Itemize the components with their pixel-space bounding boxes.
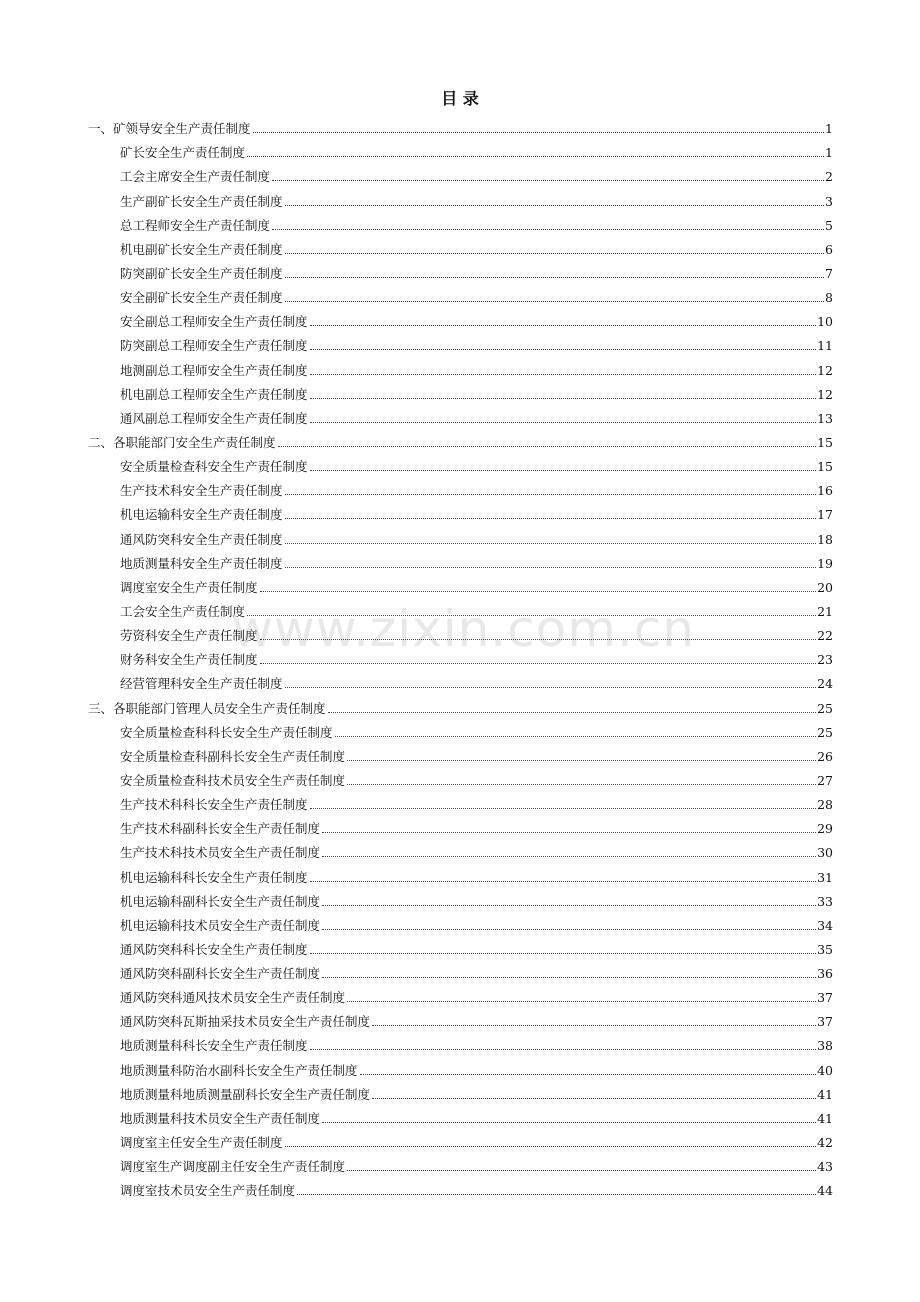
toc-entry[interactable] (88, 812, 833, 836)
toc-page-number: 21 (817, 603, 833, 619)
toc-entry[interactable] (88, 716, 833, 740)
dot-leader (253, 131, 824, 133)
toc-entry-label: 生产技术科副科长安全生产责任制度 (120, 821, 321, 837)
toc-page-number: 20 (817, 579, 833, 595)
toc-page-number: 24 (817, 676, 833, 692)
toc-entry-label: 安全质量检查科技术员安全生产责任制度 (120, 772, 346, 788)
toc-entry-label: 生产技术科科长安全生产责任制度 (120, 797, 308, 813)
toc-page-number: 42 (817, 1135, 833, 1151)
toc-entry[interactable] (88, 981, 833, 1005)
toc-entry[interactable] (88, 957, 833, 981)
toc-entry-label: 工会安全生产责任制度 (120, 603, 246, 619)
toc-entry-label: 安全副总工程师安全生产责任制度 (120, 314, 308, 330)
dot-leader (310, 1048, 817, 1050)
toc-page-number: 6 (825, 241, 833, 257)
dot-leader (285, 493, 817, 495)
toc-page-number: 40 (817, 1062, 833, 1078)
toc-entry-label: 地质测量科技术员安全生产责任制度 (120, 1110, 321, 1126)
toc-entry-label: 地质测量科防治水副科长安全生产责任制度 (120, 1062, 358, 1078)
toc-entry-label: 通风防突科通风技术员安全生产责任制度 (120, 990, 346, 1006)
toc-entry[interactable] (88, 1174, 833, 1198)
dot-leader (310, 421, 817, 423)
toc-entry[interactable] (88, 378, 833, 402)
toc-entry[interactable] (88, 329, 833, 353)
dot-leader (322, 831, 816, 833)
toc-entry-label: 调度室技术员安全生产责任制度 (120, 1183, 296, 1199)
toc-entry-label: 生产技术科技术员安全生产责任制度 (120, 845, 321, 861)
dot-leader (310, 373, 817, 375)
toc-entry[interactable] (88, 450, 833, 474)
dot-leader (285, 1145, 817, 1147)
toc-page-number: 25 (817, 724, 833, 740)
toc-entry[interactable] (88, 1053, 833, 1077)
toc-entry-label: 通风副总工程师安全生产责任制度 (120, 410, 308, 426)
toc-entry[interactable] (88, 909, 833, 933)
toc-entry-label: 通风防突科安全生产责任制度 (120, 531, 283, 547)
toc-page-number: 17 (817, 507, 833, 523)
toc-entry-label: 机电运输科科长安全生产责任制度 (120, 869, 308, 885)
dot-leader (360, 1073, 817, 1075)
toc-entry-label: 机电运输科技术员安全生产责任制度 (120, 917, 321, 933)
toc-entry[interactable] (88, 1126, 833, 1150)
dot-leader (260, 638, 817, 640)
toc-page-number: 1 (825, 121, 833, 137)
toc-entry[interactable] (88, 595, 833, 619)
toc-entry-label: 防突副矿长安全生产责任制度 (120, 265, 283, 281)
toc-page-number: 35 (817, 941, 833, 957)
toc-entry-label: 调度室安全生产责任制度 (120, 579, 258, 595)
toc-entry[interactable] (88, 136, 833, 160)
dot-leader (322, 928, 816, 930)
toc-entry-label: 通风防突科瓦斯抽采技术员安全生产责任制度 (120, 1014, 371, 1030)
toc-page-number: 33 (817, 893, 833, 909)
toc-entry[interactable] (88, 522, 833, 546)
toc-page-number: 27 (817, 772, 833, 788)
toc-entry-label: 二、各职能部门安全生产责任制度 (88, 434, 276, 450)
watermark: www.zixin.com.cn (232, 600, 696, 658)
dot-leader (322, 904, 816, 906)
toc-entry-label: 地测副总工程师安全生产责任制度 (120, 362, 308, 378)
toc-entry[interactable] (88, 281, 833, 305)
toc-entry-label: 机电副矿长安全生产责任制度 (120, 241, 283, 257)
toc-entry-label: 通风防突科科长安全生产责任制度 (120, 941, 308, 957)
toc-page-number: 1 (825, 145, 833, 161)
toc-page-number: 12 (817, 386, 833, 402)
dot-leader (247, 155, 824, 157)
toc-entry[interactable] (88, 788, 833, 812)
toc-page-number: 28 (817, 797, 833, 813)
toc-entry-label: 机电运输科副科长安全生产责任制度 (120, 893, 321, 909)
toc-entry[interactable] (88, 474, 833, 498)
toc-page-number: 10 (817, 314, 833, 330)
dot-leader (285, 204, 824, 206)
dot-leader (322, 976, 816, 978)
toc-entry[interactable] (88, 619, 833, 643)
dot-leader (322, 1121, 816, 1123)
toc-page-number: 11 (817, 338, 833, 354)
dot-leader (272, 228, 824, 230)
toc-page-number: 37 (817, 1014, 833, 1030)
dot-leader (310, 348, 817, 350)
toc-entry[interactable] (88, 1078, 833, 1102)
toc-entry[interactable] (88, 667, 833, 691)
toc-entry[interactable] (88, 184, 833, 208)
dot-leader (310, 469, 817, 471)
toc-entry-label: 地质测量科科长安全生产责任制度 (120, 1038, 308, 1054)
toc-entry-label: 一、矿领导安全生产责任制度 (88, 121, 251, 137)
toc-page-number: 19 (817, 555, 833, 571)
toc-entry[interactable] (88, 885, 833, 909)
toc-page-number: 15 (817, 434, 833, 450)
dot-leader (285, 686, 817, 688)
dot-leader (372, 1024, 816, 1026)
toc-entry[interactable] (88, 740, 833, 764)
toc-entry-label: 安全质量检查科安全生产责任制度 (120, 459, 308, 475)
toc-entry[interactable] (88, 764, 833, 788)
dot-leader (322, 855, 816, 857)
dot-leader (260, 590, 817, 592)
toc-entry[interactable] (88, 571, 833, 595)
toc-entry-label: 安全质量检查科科长安全生产责任制度 (120, 724, 333, 740)
toc-entry[interactable] (88, 498, 833, 522)
toc-page-number: 31 (817, 869, 833, 885)
toc-page-number: 26 (817, 748, 833, 764)
toc-entry-label: 经营管理科安全生产责任制度 (120, 676, 283, 692)
toc-entry[interactable] (88, 353, 833, 377)
dot-leader (310, 952, 817, 954)
toc-entry[interactable] (88, 233, 833, 257)
toc-page-number: 29 (817, 821, 833, 837)
toc-section-heading[interactable] (88, 426, 833, 450)
toc-page-number: 44 (817, 1183, 833, 1199)
toc-entry-label: 地质测量科地质测量副科长安全生产责任制度 (120, 1086, 371, 1102)
dot-leader (285, 300, 824, 302)
toc-entry-label: 安全副矿长安全生产责任制度 (120, 290, 283, 306)
dot-leader (285, 542, 817, 544)
toc-page-number: 22 (817, 628, 833, 644)
dot-leader (328, 711, 817, 713)
toc-entry[interactable] (88, 1005, 833, 1029)
dot-leader (347, 783, 816, 785)
page-title: 目 录 (441, 89, 479, 108)
toc-page-number: 23 (817, 652, 833, 668)
toc-page-number: 41 (817, 1110, 833, 1126)
toc-entry[interactable] (88, 836, 833, 860)
dot-leader (347, 1169, 816, 1171)
toc-entry-label: 机电运输科安全生产责任制度 (120, 507, 283, 523)
toc-page-number: 8 (825, 290, 833, 306)
toc-entry[interactable] (88, 1150, 833, 1174)
toc-entry-label: 机电副总工程师安全生产责任制度 (120, 386, 308, 402)
dot-leader (285, 517, 817, 519)
toc-entry-label: 生产技术科安全生产责任制度 (120, 483, 283, 499)
toc-page-number: 43 (817, 1159, 833, 1175)
toc-page-number: 37 (817, 990, 833, 1006)
toc-entry[interactable] (88, 933, 833, 957)
toc-entry-label: 调度室主任安全生产责任制度 (120, 1135, 283, 1151)
toc-entry-label: 工会主席安全生产责任制度 (120, 169, 271, 185)
toc-entry-label: 安全质量检查科副科长安全生产责任制度 (120, 748, 346, 764)
toc-entry-label: 地质测量科安全生产责任制度 (120, 555, 283, 571)
dot-leader (285, 276, 824, 278)
toc-page-number: 7 (825, 265, 833, 281)
dot-leader (310, 324, 817, 326)
toc-page-number: 30 (817, 845, 833, 861)
toc-page-number: 15 (817, 459, 833, 475)
toc-entry[interactable] (88, 209, 833, 233)
dot-leader (260, 662, 817, 664)
toc-page-number: 13 (817, 410, 833, 426)
toc-entry-label: 三、各职能部门管理人员安全生产责任制度 (88, 700, 326, 716)
dot-leader (272, 179, 824, 181)
toc-page-number: 3 (825, 193, 833, 209)
dot-leader (285, 252, 824, 254)
dot-leader (310, 397, 817, 399)
dot-leader (310, 807, 817, 809)
dot-leader (247, 614, 816, 616)
toc-entry[interactable] (88, 257, 833, 281)
toc-entry[interactable] (88, 160, 833, 184)
toc-section-heading[interactable] (88, 691, 833, 715)
toc-entry[interactable] (88, 402, 833, 426)
dot-leader (372, 1097, 816, 1099)
toc-entry[interactable] (88, 860, 833, 884)
dot-leader (285, 566, 817, 568)
toc-entry[interactable] (88, 1102, 833, 1126)
toc-page-number: 41 (817, 1086, 833, 1102)
toc-page-number: 18 (817, 531, 833, 547)
dot-leader (278, 445, 817, 447)
toc-page-number: 16 (817, 483, 833, 499)
toc-page-number: 34 (817, 917, 833, 933)
dot-leader (310, 880, 817, 882)
toc-page-number: 5 (825, 217, 833, 233)
dot-leader (297, 1193, 816, 1195)
toc-page-number: 38 (817, 1038, 833, 1054)
toc-section-heading[interactable] (88, 112, 833, 136)
toc-entry[interactable] (88, 1029, 833, 1053)
dot-leader (347, 1000, 816, 1002)
toc-page-number: 25 (817, 700, 833, 716)
toc-entry-label: 总工程师安全生产责任制度 (120, 217, 271, 233)
toc-entry[interactable] (88, 643, 833, 667)
toc-entry[interactable] (88, 547, 833, 571)
toc-entry[interactable] (88, 305, 833, 329)
toc-entry-label: 通风防突科副科长安全生产责任制度 (120, 966, 321, 982)
dot-leader (347, 759, 816, 761)
toc-entry-label: 调度室生产调度副主任安全生产责任制度 (120, 1159, 346, 1175)
toc-entry-label: 矿长安全生产责任制度 (120, 145, 246, 161)
toc-page-number: 36 (817, 966, 833, 982)
toc-page-number: 2 (825, 169, 833, 185)
toc-entry-label: 财务科安全生产责任制度 (120, 652, 258, 668)
toc-entry-label: 劳资科安全生产责任制度 (120, 628, 258, 644)
toc-entry-label: 防突副总工程师安全生产责任制度 (120, 338, 308, 354)
dot-leader (335, 735, 817, 737)
table-of-contents (88, 112, 833, 1198)
toc-page-number: 12 (817, 362, 833, 378)
toc-entry-label: 生产副矿长安全生产责任制度 (120, 193, 283, 209)
